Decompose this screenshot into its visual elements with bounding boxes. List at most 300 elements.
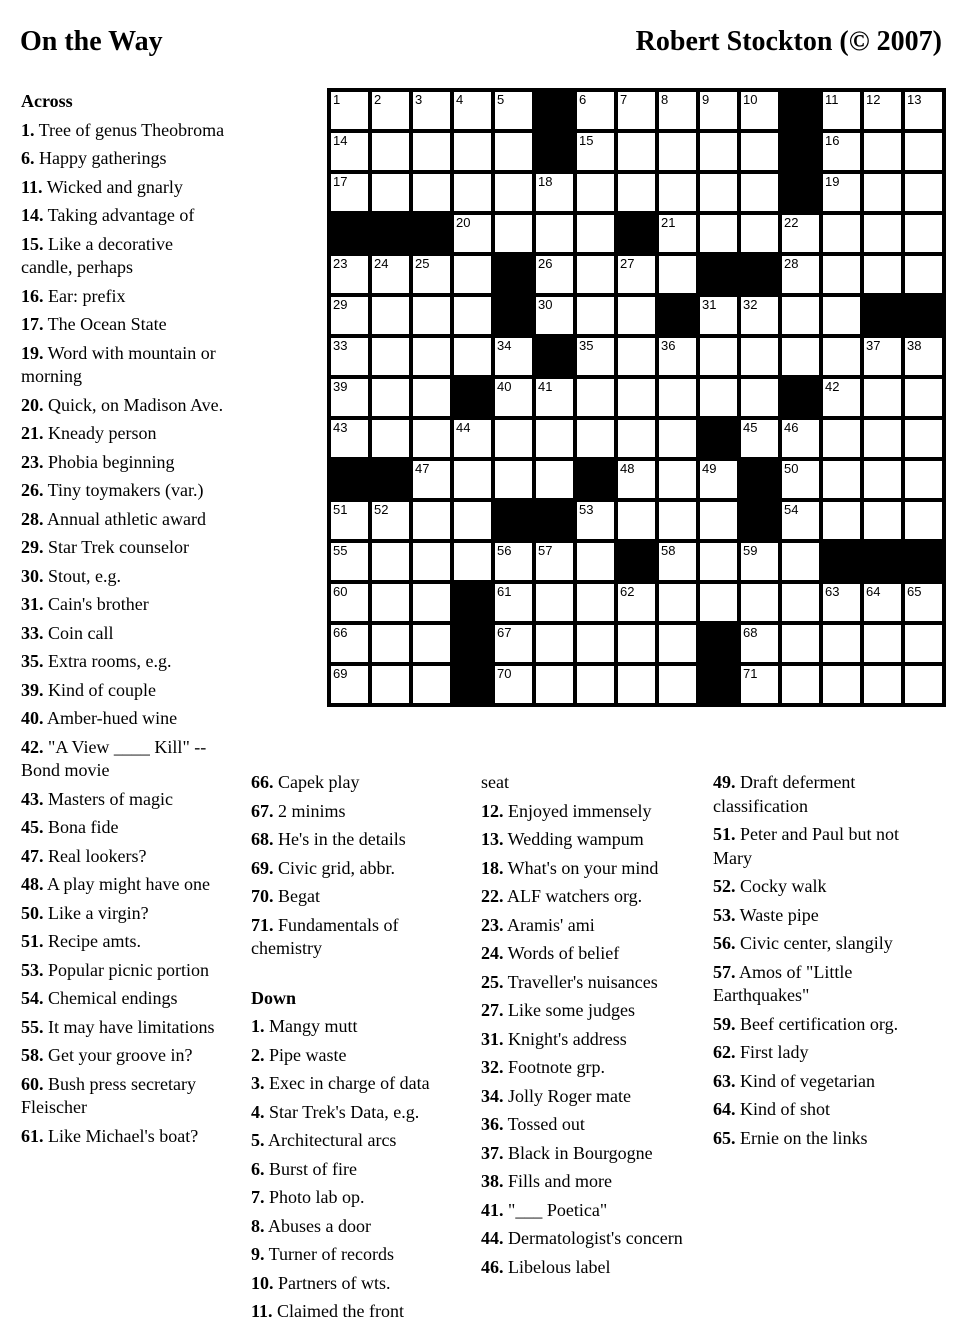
cell-number: 31	[702, 297, 717, 312]
cell-number: 23	[333, 256, 348, 271]
grid-cell	[618, 584, 655, 621]
grid-cell	[823, 133, 860, 170]
grid-cell	[372, 502, 409, 539]
clue-item: 8. Abuses a door	[251, 1215, 371, 1236]
clue-item: 37. Black in Bourgogne	[481, 1142, 653, 1163]
clue-item: 28. Annual athletic award	[21, 508, 206, 529]
grid-cell	[413, 379, 450, 416]
clue-number: 33.	[21, 622, 44, 643]
clue-item: 30. Stout, e.g.	[21, 565, 122, 586]
grid-cell	[577, 92, 614, 129]
grid-cell	[495, 174, 532, 211]
clue-number: 7.	[251, 1187, 265, 1207]
clue-item: 21. Kneady person	[21, 423, 157, 443]
black-square	[823, 543, 860, 580]
grid-cell	[495, 584, 532, 621]
black-square	[782, 133, 819, 170]
clue-item: 11. Claimed the front	[251, 1301, 404, 1321]
grid-cell	[659, 174, 696, 211]
grid-cell	[864, 215, 901, 252]
clue-number: 17.	[21, 314, 44, 334]
clue-number: 2.	[251, 1044, 265, 1065]
cell-number: 40	[497, 379, 512, 394]
grid-cell	[782, 502, 819, 539]
black-square	[659, 297, 696, 334]
grid-cell	[659, 625, 696, 662]
cell-number: 5	[497, 92, 505, 107]
clue-number: 52.	[713, 876, 736, 896]
clue-item: 40. Amber-hued wine	[21, 708, 178, 728]
black-square	[536, 133, 573, 170]
grid-cell	[700, 584, 737, 621]
clue-number: 55.	[21, 1016, 44, 1037]
grid-cell	[413, 174, 450, 211]
grid-cell	[618, 379, 655, 416]
grid-cell	[454, 338, 491, 375]
clue-number: 19.	[21, 342, 44, 363]
grid-cell	[659, 543, 696, 580]
clue-number: 1.	[251, 1016, 265, 1036]
clue-number: 37.	[481, 1142, 504, 1163]
clue-item: 9. Turner of records	[251, 1244, 394, 1264]
grid-cell	[536, 215, 573, 252]
grid-cell	[782, 297, 819, 334]
clue-item: 44. Dermatologist's concern	[481, 1228, 683, 1248]
grid-cell	[700, 379, 737, 416]
grid-cell	[741, 215, 778, 252]
clue-number: 68.	[251, 829, 274, 849]
grid-cell	[864, 461, 901, 498]
grid-cell	[495, 133, 532, 170]
clue-item: 51. Peter and Paul but not Mary	[713, 824, 899, 868]
clue-number: 22.	[481, 886, 504, 906]
clue-item: 29. Star Trek counselor	[21, 537, 189, 557]
clue-item: 31. Cain's brother	[21, 594, 149, 614]
clue-number: 31.	[481, 1028, 504, 1049]
grid-cell	[618, 338, 655, 375]
grid-cell	[905, 338, 942, 375]
clue-item: 38. Fills and more	[481, 1171, 612, 1191]
clue-item: 51. Recipe amts.	[21, 931, 141, 951]
grid-cell	[905, 379, 942, 416]
clue-item: 1. Tree of genus Theobroma	[21, 119, 225, 140]
black-square	[495, 297, 532, 334]
cell-number: 13	[907, 92, 922, 107]
grid-cell	[864, 420, 901, 457]
cell-number: 22	[784, 215, 799, 230]
grid-cell	[495, 338, 532, 375]
clue-number: 16.	[21, 285, 44, 306]
grid-cell	[864, 502, 901, 539]
cell-number: 55	[333, 543, 348, 558]
clue-item: 32. Footnote grp.	[481, 1057, 605, 1077]
grid-cell	[823, 625, 860, 662]
grid-cell	[659, 215, 696, 252]
cell-number: 52	[374, 502, 389, 517]
grid-cell	[413, 543, 450, 580]
clue-number: 10.	[251, 1272, 274, 1293]
grid-cell	[577, 379, 614, 416]
grid-cell	[864, 92, 901, 129]
black-square	[454, 625, 491, 662]
grid-cell	[536, 256, 573, 293]
grid-cell	[700, 297, 737, 334]
clue-number: 64.	[713, 1099, 736, 1119]
grid-cell	[659, 379, 696, 416]
grid-cell	[454, 461, 491, 498]
cell-number: 36	[661, 338, 676, 353]
grid-cell	[782, 256, 819, 293]
clue-column-3	[481, 771, 697, 1284]
grid-cell	[864, 338, 901, 375]
black-square	[495, 502, 532, 539]
black-square	[577, 461, 614, 498]
black-square	[536, 338, 573, 375]
grid-cell	[782, 625, 819, 662]
grid-cell	[905, 256, 942, 293]
clue-number: 20.	[21, 394, 44, 415]
cell-number: 35	[579, 338, 594, 353]
black-square	[905, 543, 942, 580]
black-square	[331, 461, 368, 498]
grid-cell	[782, 338, 819, 375]
grid-cell	[577, 338, 614, 375]
cell-number: 64	[866, 584, 881, 599]
cell-number: 11	[825, 92, 839, 107]
grid-cell	[905, 215, 942, 252]
grid-cell	[782, 215, 819, 252]
clue-continuation: seat	[481, 772, 509, 792]
grid-cell	[618, 625, 655, 662]
grid-cell	[536, 625, 573, 662]
clue-item: 16. Ear: prefix	[21, 285, 126, 306]
grid-cell	[331, 256, 368, 293]
clue-number: 30.	[21, 565, 44, 586]
grid-cell	[413, 625, 450, 662]
clue-item: 70. Begat	[251, 886, 320, 906]
cell-number: 2	[374, 92, 382, 107]
clue-number: 53.	[21, 959, 44, 980]
cell-number: 49	[702, 461, 717, 476]
grid-cell	[864, 256, 901, 293]
grid-cell	[577, 256, 614, 293]
clue-number: 71.	[251, 914, 274, 935]
clue-item: 65. Ernie on the links	[713, 1127, 868, 1148]
grid-cell	[741, 297, 778, 334]
clue-item: 18. What's on your mind	[481, 857, 659, 878]
clue-item: 54. Chemical endings	[21, 988, 178, 1008]
cell-number: 33	[333, 338, 348, 353]
grid-cell	[905, 625, 942, 662]
grid-cell	[495, 215, 532, 252]
grid-cell	[577, 174, 614, 211]
clue-number: 47.	[21, 845, 44, 866]
grid-cell	[864, 666, 901, 703]
grid-cell	[823, 461, 860, 498]
grid-cell	[618, 133, 655, 170]
cell-number: 44	[456, 420, 471, 435]
black-square	[864, 297, 901, 334]
clue-number: 42.	[21, 736, 44, 757]
clue-item: 12. Enjoyed immensely	[481, 800, 652, 821]
grid-cell	[536, 379, 573, 416]
clue-item: 48. A play might have one	[21, 874, 210, 894]
grid-cell	[454, 133, 491, 170]
cell-number: 53	[579, 502, 594, 517]
grid-cell	[823, 666, 860, 703]
clue-item: 49. Draft deferment classification	[713, 772, 856, 816]
grid-cell	[577, 215, 614, 252]
grid-cell	[700, 543, 737, 580]
clue-number: 38.	[481, 1171, 504, 1191]
grid-cell	[331, 338, 368, 375]
grid-cell	[741, 666, 778, 703]
grid-cell	[536, 461, 573, 498]
clue-number: 51.	[21, 931, 44, 951]
grid-cell	[331, 379, 368, 416]
grid-cell	[659, 338, 696, 375]
clue-number: 6.	[21, 148, 35, 168]
clue-item: 15. Like a decorative candle, perhaps	[21, 233, 173, 277]
grid-cell	[618, 92, 655, 129]
cell-number: 60	[333, 584, 348, 599]
clue-item: 61. Like Michael's boat?	[21, 1125, 199, 1146]
clue-number: 3.	[251, 1073, 265, 1093]
grid-cell	[495, 92, 532, 129]
grid-cell	[700, 338, 737, 375]
grid-cell	[495, 461, 532, 498]
grid-cell	[659, 256, 696, 293]
grid-cell	[331, 543, 368, 580]
cell-number: 24	[374, 256, 389, 271]
clue-number: 41.	[481, 1199, 504, 1220]
clue-item: 23. Aramis' ami	[481, 914, 595, 935]
cell-number: 50	[784, 461, 799, 476]
clue-item: 43. Masters of magic	[21, 788, 173, 809]
grid-cell	[577, 666, 614, 703]
clue-number: 54.	[21, 988, 44, 1008]
cell-number: 12	[866, 92, 881, 107]
grid-cell	[741, 543, 778, 580]
black-square	[536, 502, 573, 539]
black-square	[536, 92, 573, 129]
clue-number: 44.	[481, 1228, 504, 1248]
grid-cell	[659, 502, 696, 539]
grid-cell	[372, 338, 409, 375]
cell-number: 54	[784, 502, 799, 517]
grid-cell	[659, 666, 696, 703]
grid-cell	[331, 133, 368, 170]
grid-cell	[577, 543, 614, 580]
clue-item: 23. Phobia beginning	[21, 451, 175, 472]
grid-cell	[659, 584, 696, 621]
grid-cell	[618, 256, 655, 293]
clue-item: 6. Burst of fire	[251, 1158, 357, 1179]
cell-number: 28	[784, 256, 799, 271]
black-square	[618, 543, 655, 580]
grid-cell	[331, 92, 368, 129]
clue-number: 35.	[21, 651, 44, 671]
clue-number: 29.	[21, 537, 44, 557]
grid-cell	[577, 502, 614, 539]
grid-cell	[618, 297, 655, 334]
grid-cell	[372, 666, 409, 703]
grid-cell	[577, 420, 614, 457]
cell-number: 63	[825, 584, 840, 599]
grid-cell	[905, 584, 942, 621]
grid-cell	[782, 666, 819, 703]
cell-number: 69	[333, 666, 348, 681]
grid-cell	[372, 174, 409, 211]
grid-cell	[741, 92, 778, 129]
clue-item: 6. Happy gatherings	[21, 148, 167, 168]
clue-number: 59.	[713, 1013, 736, 1034]
clue-item: 13. Wedding wampum	[481, 829, 644, 849]
clue-item: 33. Coin call	[21, 622, 114, 643]
grid-cell	[700, 461, 737, 498]
grid-cell	[495, 379, 532, 416]
cell-number: 17	[333, 174, 348, 189]
grid-cell	[536, 174, 573, 211]
grid-cell	[823, 420, 860, 457]
cell-number: 65	[907, 584, 922, 599]
clue-item: 27. Like some judges	[481, 1000, 635, 1020]
clue-item: 17. The Ocean State	[21, 314, 167, 334]
clue-item: 7. Photo lab op.	[251, 1187, 365, 1207]
grid-cell	[536, 543, 573, 580]
cell-number: 14	[333, 133, 348, 148]
clue-number: 11.	[21, 176, 43, 197]
grid-cell	[823, 379, 860, 416]
clue-number: 12.	[481, 800, 504, 821]
cell-number: 25	[415, 256, 430, 271]
black-square	[413, 215, 450, 252]
black-square	[782, 379, 819, 416]
clue-number: 65.	[713, 1127, 736, 1148]
cell-number: 43	[333, 420, 348, 435]
clue-column-2	[251, 771, 461, 1329]
grid-cell	[372, 256, 409, 293]
cell-number: 42	[825, 379, 840, 394]
black-square	[905, 297, 942, 334]
black-square	[618, 215, 655, 252]
clue-number: 15.	[21, 233, 44, 254]
grid-cell	[413, 338, 450, 375]
grid-cell	[700, 502, 737, 539]
clue-number: 56.	[713, 933, 736, 953]
clue-item: 20. Quick, on Madison Ave.	[21, 394, 224, 415]
clue-number: 39.	[21, 679, 44, 700]
cell-number: 61	[497, 584, 512, 599]
clue-number: 32.	[481, 1057, 504, 1077]
cell-number: 38	[907, 338, 922, 353]
cell-number: 48	[620, 461, 635, 476]
clue-number: 43.	[21, 788, 44, 809]
grid-cell	[331, 666, 368, 703]
clue-number: 40.	[21, 708, 44, 728]
clue-number: 63.	[713, 1070, 736, 1091]
clue-number: 58.	[21, 1045, 44, 1065]
grid-cell	[741, 584, 778, 621]
grid-cell	[413, 666, 450, 703]
cell-number: 66	[333, 625, 348, 640]
grid-cell	[823, 215, 860, 252]
black-square	[372, 215, 409, 252]
clue-item: 53. Waste pipe	[713, 904, 819, 925]
clue-number: 23.	[481, 914, 504, 935]
cell-number: 67	[497, 625, 512, 640]
cell-number: 34	[497, 338, 512, 353]
cell-number: 71	[743, 666, 758, 681]
grid-cell	[331, 297, 368, 334]
clue-number: 62.	[713, 1042, 736, 1062]
grid-cell	[331, 420, 368, 457]
grid-cell	[413, 92, 450, 129]
grid-cell	[454, 502, 491, 539]
cell-number: 27	[620, 256, 635, 271]
clue-number: 11.	[251, 1301, 273, 1321]
black-square	[741, 256, 778, 293]
grid-cell	[413, 133, 450, 170]
grid-cell	[331, 174, 368, 211]
clue-number: 61.	[21, 1125, 44, 1146]
grid-cell	[905, 133, 942, 170]
clue-number: 53.	[713, 904, 736, 925]
clue-number: 8.	[251, 1215, 265, 1236]
clue-item: 67. 2 minims	[251, 800, 346, 821]
grid-cell	[495, 625, 532, 662]
cell-number: 10	[743, 92, 758, 107]
grid-cell	[782, 420, 819, 457]
grid-cell	[413, 297, 450, 334]
cell-number: 41	[538, 379, 553, 394]
clue-item: 69. Civic grid, abbr.	[251, 857, 395, 878]
clue-number: 70.	[251, 886, 274, 906]
black-square	[372, 461, 409, 498]
clue-item: 11. Wicked and gnarly	[21, 176, 183, 197]
cell-number: 20	[456, 215, 471, 230]
grid-cell	[577, 625, 614, 662]
grid-cell	[372, 543, 409, 580]
clue-number: 46.	[481, 1256, 504, 1277]
cell-number: 21	[661, 215, 676, 230]
grid-cell	[700, 174, 737, 211]
grid-cell	[864, 584, 901, 621]
black-square	[782, 92, 819, 129]
grid-cell	[659, 92, 696, 129]
cell-number: 57	[538, 543, 553, 558]
clue-item: 19. Word with mountain or morning	[21, 342, 216, 386]
grid-cell	[577, 133, 614, 170]
grid-cell	[413, 256, 450, 293]
clue-item: 25. Traveller's nuisances	[481, 971, 658, 992]
grid-cell	[536, 584, 573, 621]
clue-number: 36.	[481, 1114, 504, 1134]
clue-number: 6.	[251, 1158, 265, 1179]
grid-cell	[372, 297, 409, 334]
clue-section-header: Across	[21, 91, 73, 111]
grid-cell	[823, 338, 860, 375]
clue-number: 1.	[21, 119, 35, 140]
clue-number: 27.	[481, 1000, 504, 1020]
clue-item: 3. Exec in charge of data	[251, 1073, 430, 1093]
clue-item: 47. Real lookers?	[21, 845, 147, 866]
clue-number: 34.	[481, 1085, 504, 1106]
clue-number: 67.	[251, 800, 274, 821]
black-square	[741, 502, 778, 539]
cell-number: 45	[743, 420, 758, 435]
cell-number: 18	[538, 174, 553, 189]
